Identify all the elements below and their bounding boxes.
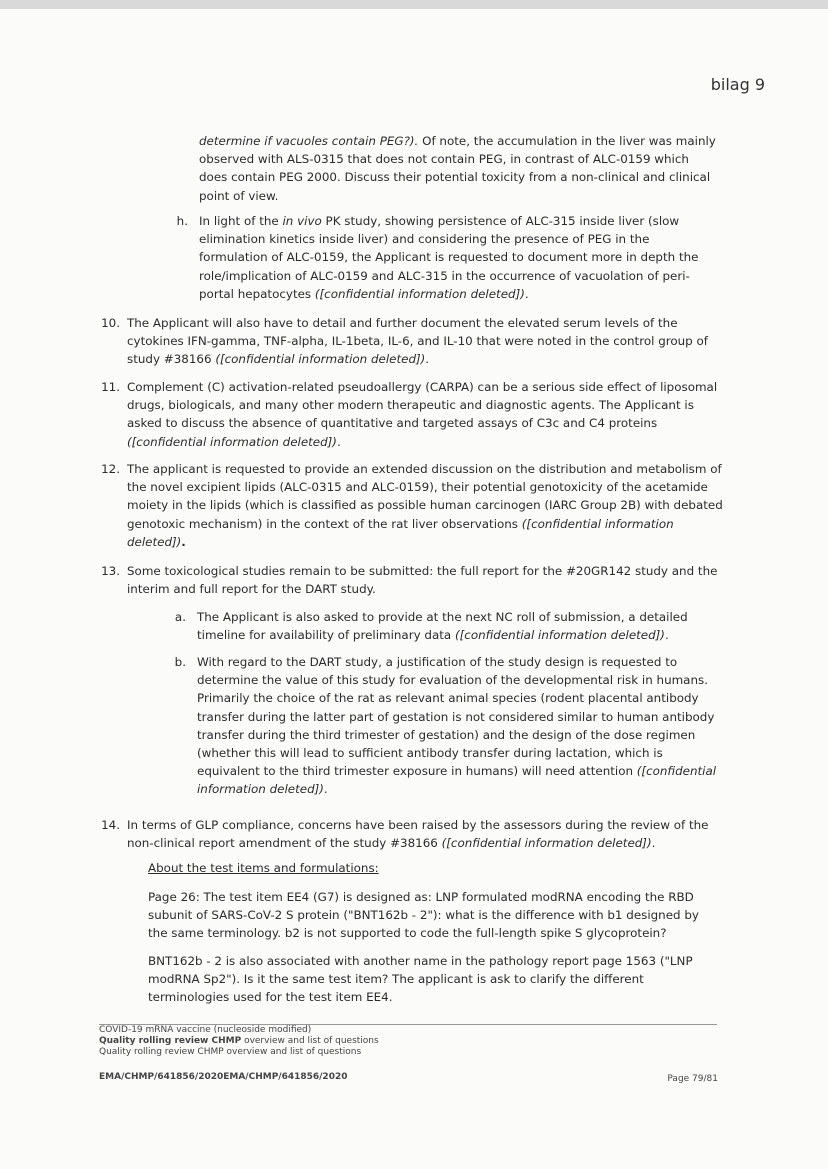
paragraph-page26: Page 26: The test item EE4 (G7) is designed as: LNP formulated modRNA encoding the RBD subunit of SARS-CoV-2 S protein ("BNT162b - 2"): what is the difference with b1 designed by the same terminology. b2 is not supported to code the full-length spike S glycoprotein? <box>148 890 699 941</box>
item-11-text: Complement (C) activation-related pseudoallergy (CARPA) can be a serious side effect of liposomal drugs, biologicals, and many other modern therapeutic and diagnostic agents. The Applicant is asked to discuss the absence of quantitative and targeted assays of C3c and C4 proteins ([confidential information deleted]). <box>127 380 718 449</box>
item-14-text: In terms of GLP compliance, concerns have been raised by the assessors during the review of the non-clinical report amendment of the study #38166 ([confidential information deleted]). <box>127 818 709 851</box>
italic-text: determine if vacuoles contain PEG?). <box>199 134 419 148</box>
item-12-text: The applicant is requested to provide an extended discussion on the distribution and metabolism of the novel excipient lipids (ALC-0315 and ALC-0159), their potential genotoxicity of the acetamide moiety in the lipids (which is classified as possible human carcinogen (IARC Group 2B) with debated genotoxic mechanism) in the context of the rat liver observations ([confidential information deleted]). <box>127 462 723 549</box>
scan-edge <box>0 0 828 9</box>
item-13b-text: With regard to the DART study, a justification of the study design is requested to determine the value of this study for evaluation of the developmental risk in humans. Primarily the choice of the rat as relevant animal species (rodent placental antibody transfer during the latter part of gestation is not considered similar to human antibody transfer during the third trimester of gestation) and the design of the dose regimen (whether this will lead to sufficient antibody transfer during lactation, which is equivalent to the third trimester exposure in humans) will need attention ([confidential information deleted]). <box>197 655 717 797</box>
item-13a-text: The Applicant is also asked to provide at the next NC roll of submission, a detailed timeline for availability of preliminary data ([confidential information deleted]). <box>197 610 688 643</box>
item-g-continuation <box>199 132 721 205</box>
item-11-marker: 11. <box>101 380 120 394</box>
paragraph-bnt162b: BNT162b - 2 is also associated with another name in the pathology report page 1563 ("LNP modRNA Sp2"). Is it the same test item? The applicant is ask to clarify the different terminologies used for the test item EE4. <box>148 954 693 1005</box>
body-text: Of note, the accumulation in the liver was mainly observed with ALS-0315 that does not contain PEG, in contrast of ALC-0159 which does contain PEG 2000. Discuss their potential toxicity from a non-clinical and clinical point of view. <box>199 134 716 203</box>
item-13a-marker: a. <box>174 610 186 624</box>
item-h-text: In light of the in vivo PK study, showing persistence of ALC-315 inside liver (slow elimination kinetics inside liver) and considering the presence of PEG in the formulation of ALC-0159, the Applicant is requested to document more in depth the role/implication of ALC-0159 and ALC-315 in the occurrence of vacuolation of peri-portal hepatocytes ([confidential information deleted]). <box>199 214 699 301</box>
item-10-text: The Applicant will also have to detail and further document the elevated serum levels of the cytokines IFN-gamma, TNF-alpha, IL-1beta, IL-6, and IL-10 that were noted in the control group of study #38166 ([confidential information deleted]). <box>127 316 708 367</box>
item-14-marker: 14. <box>101 818 120 832</box>
item-13-text: Some toxicological studies remain to be submitted: the full report for the #20GR142 study and the interim and full report for the DART study. <box>127 564 718 597</box>
item-12-marker: 12. <box>101 462 120 476</box>
item-13-marker: 13. <box>101 564 120 578</box>
annex-label: bilag 9 <box>710 75 765 94</box>
footer-line-2: Quality rolling review CHMP overview and list of questions <box>99 1036 379 1046</box>
footer-line-1: COVID-19 mRNA vaccine (nucleoside modified) <box>99 1025 312 1035</box>
item-h-marker: h. <box>176 214 188 228</box>
footer-line-3: Quality rolling review CHMP overview and list of questions <box>99 1047 362 1057</box>
document-reference: EMA/CHMP/641856/2020EMA/CHMP/641856/2020 <box>99 1072 348 1082</box>
page-number: Page 79/81 <box>667 1074 718 1084</box>
item-13b-marker: b. <box>174 655 186 669</box>
subsection-heading: About the test items and formulations: <box>148 861 379 875</box>
item-10-marker: 10. <box>101 316 120 330</box>
